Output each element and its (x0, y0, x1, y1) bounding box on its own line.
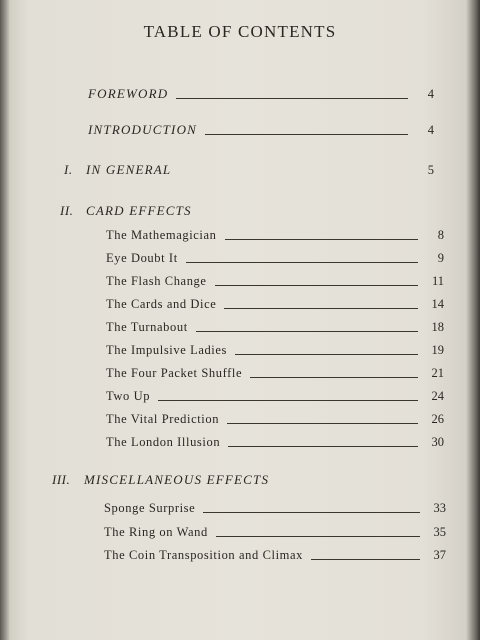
leader-line (186, 261, 418, 263)
toc-section-miscellaneous-effects (52, 472, 352, 488)
section-label: IN GENERAL (86, 162, 172, 177)
leader-line (311, 558, 420, 560)
leader-line (196, 330, 418, 332)
page-number: 14 (431, 297, 444, 311)
page-shadow-left (0, 0, 10, 640)
leader-line (235, 353, 418, 355)
page-number: 37 (433, 548, 446, 562)
section-label: CARD EFFECTS (86, 203, 192, 218)
section-label: MISCELLANEOUS EFFECTS (84, 472, 270, 487)
section-number: I. (64, 162, 73, 177)
toc-item (104, 548, 446, 563)
leader-line (215, 284, 418, 286)
page-number: 19 (431, 343, 444, 357)
toc-item (106, 435, 444, 450)
page-number: 21 (431, 366, 444, 380)
item-label: The Vital Prediction (106, 412, 220, 426)
page-number: 26 (431, 412, 444, 426)
page-number: 35 (433, 525, 446, 539)
toc-entry-foreword (88, 86, 434, 102)
toc-item (104, 525, 446, 540)
item-label: The Cards and Dice (106, 297, 217, 311)
toc-entry-introduction (88, 122, 434, 138)
section-number: II. (60, 203, 74, 218)
item-label: The London Illusion (106, 435, 221, 449)
leader-line (228, 445, 418, 447)
leader-line (158, 399, 418, 401)
entry-label: FOREWORD (88, 86, 169, 101)
toc-item (106, 320, 444, 335)
item-label: The Coin Transposition and Climax (104, 548, 303, 562)
item-label: The Turnabout (106, 320, 188, 334)
leader-line (224, 307, 418, 309)
page-number: 18 (431, 320, 444, 334)
item-label: Eye Doubt It (106, 251, 178, 265)
leader-line (203, 511, 420, 513)
toc-section-in-general (64, 162, 434, 178)
page-number: 33 (433, 501, 446, 515)
item-label: The Mathemagician (106, 228, 217, 242)
item-label: The Four Packet Shuffle (106, 366, 243, 380)
item-label: The Impulsive Ladies (106, 343, 227, 357)
toc-item (106, 297, 444, 312)
entry-label: INTRODUCTION (88, 122, 198, 137)
item-label: The Flash Change (106, 274, 207, 288)
page-title: TABLE OF CONTENTS (143, 22, 337, 41)
toc-item (106, 412, 444, 427)
toc-item (106, 274, 444, 289)
item-label: Sponge Surprise (104, 501, 196, 515)
page-number: 4 (427, 123, 434, 137)
toc-item (106, 343, 444, 358)
toc-item (104, 501, 446, 516)
page-number: 24 (431, 389, 444, 403)
page-number: 4 (427, 87, 434, 101)
leader-line (250, 376, 418, 378)
section-number: III. (52, 472, 71, 487)
toc-item (106, 228, 444, 243)
toc-section-card-effects (60, 203, 310, 219)
leader-line (227, 422, 418, 424)
leader-line (225, 238, 418, 240)
page-number: 9 (437, 251, 444, 265)
page-number: 5 (427, 163, 434, 177)
toc-item (106, 389, 444, 404)
page-number: 11 (431, 274, 444, 288)
leader-line (216, 535, 420, 537)
toc-item (106, 366, 444, 381)
item-label: Two Up (106, 389, 151, 403)
leader-line (176, 97, 408, 99)
toc-item (106, 251, 444, 266)
page-number: 30 (431, 435, 444, 449)
leader-line (205, 133, 408, 135)
page-shadow-right (466, 0, 480, 640)
item-label: The Ring on Wand (104, 525, 208, 539)
page-number: 8 (437, 228, 444, 242)
